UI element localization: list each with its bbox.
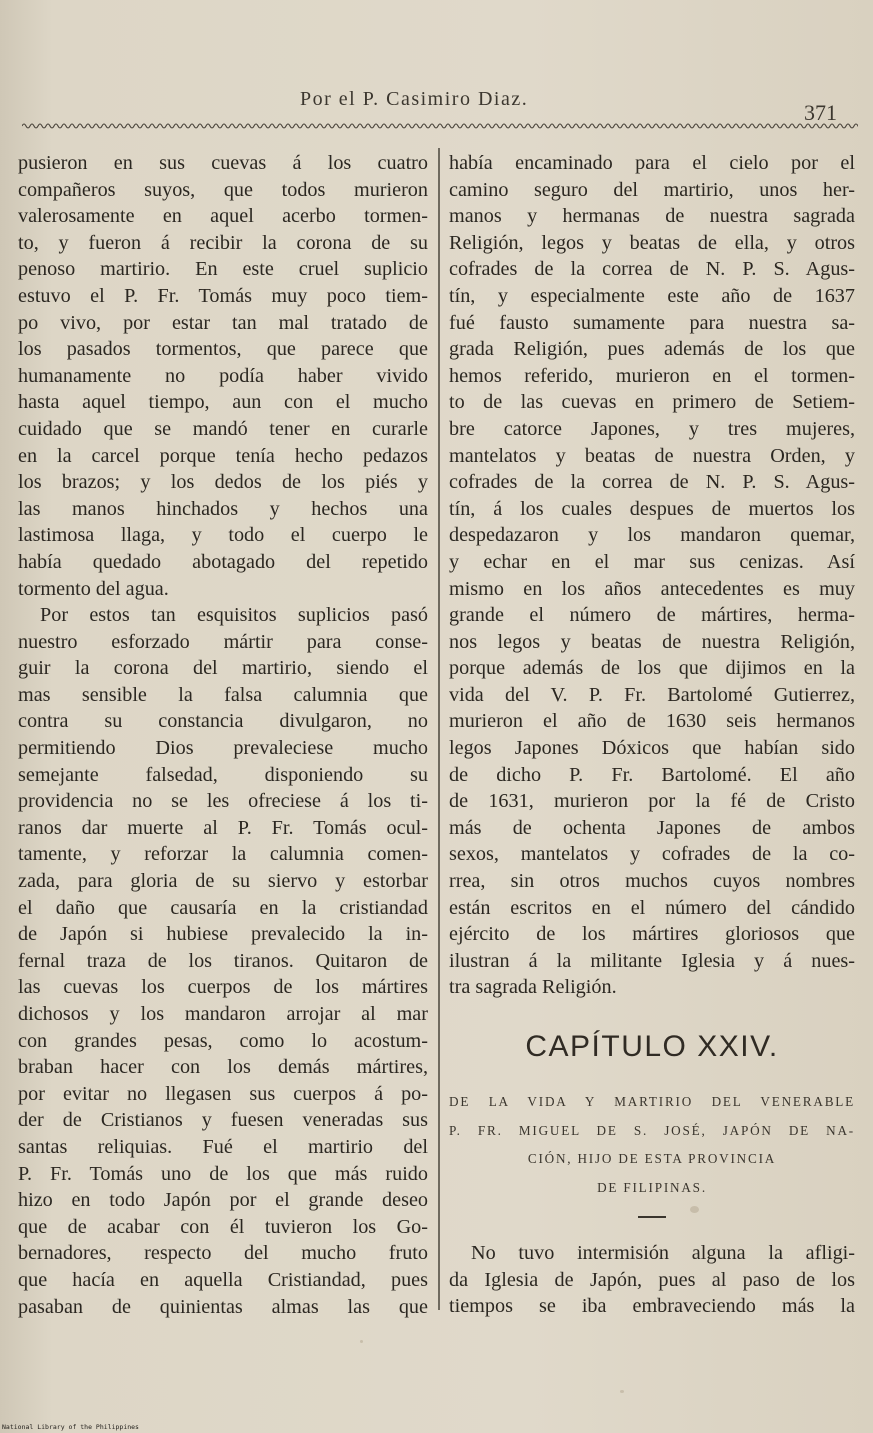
text-line: fué fausto sumamente para nuestra sa- xyxy=(449,311,855,334)
text-line: camino seguro del martirio, unos her- xyxy=(449,178,855,201)
subtitle-line: DE LA VIDA Y MARTIRIO DEL VENERABLE xyxy=(449,1094,855,1109)
text-line: tra sagrada Religión. xyxy=(449,976,617,999)
text-line: humanamente no podía haber vivido xyxy=(18,364,428,387)
text-line: guir la corona del martirio, siendo el xyxy=(18,657,428,680)
paper-speck xyxy=(620,1390,624,1393)
text-line: valerosamente en aquel acerbo tormen- xyxy=(18,205,428,228)
text-line: mantelatos y beatas de nuestra Orden, y xyxy=(449,444,855,467)
chapter-title: CAPÍTULO XXIV. xyxy=(525,1030,779,1063)
text-line: P. Fr. Tomás uno de los que más ruido xyxy=(18,1162,428,1185)
text-line: to de las cuevas en primero de Setiem- xyxy=(449,391,855,414)
text-line: las cuevas los cuerpos de los mártires xyxy=(18,976,428,999)
text-line: Religión, legos y beatas de ella, y otros xyxy=(449,231,855,254)
text-line: mas sensible la falsa calumnia que xyxy=(18,683,428,706)
right-text-column xyxy=(449,150,855,1001)
text-line: pusieron en sus cuevas á los cuatro xyxy=(18,152,428,174)
text-line: grande el número de mártires, herma- xyxy=(449,604,855,627)
text-line: santas reliquias. Fué el martirio del xyxy=(18,1135,428,1158)
text-line: der de Cristianos y fuesen veneradas sus xyxy=(18,1109,428,1132)
text-line: hizo en todo Japón por el grande deseo xyxy=(18,1189,428,1212)
text-line: semejante falsedad, disponiendo su xyxy=(18,763,428,786)
text-line: había encaminado para el cielo por el xyxy=(449,152,855,174)
text-line: tín, á los cuales despues de muertos los xyxy=(449,497,855,520)
text-line: ejército de los mártires gloriosos que xyxy=(449,923,855,946)
chapter-opening-text xyxy=(449,1240,855,1320)
text-line: grada Religión, pues además de los que xyxy=(449,338,855,361)
text-line: to, y fueron á recibir la corona de su xyxy=(18,231,428,254)
wavy-header-rule xyxy=(22,121,858,131)
text-line: tiempos se iba embraveciendo más la xyxy=(449,1295,855,1318)
text-line: fernal traza de los tiranos. Quitaron de xyxy=(18,949,428,972)
paper-speck xyxy=(690,1206,699,1213)
text-line: providencia no se les ofreciese á los ti- xyxy=(18,790,428,813)
text-line: zada, para gloria de su siervo y estorbar xyxy=(18,870,428,893)
text-line: estuvo el P. Fr. Tomás muy poco tiem- xyxy=(18,284,428,307)
running-head: Por el P. Casimiro Diaz. xyxy=(300,88,529,110)
text-line: tormento del agua. xyxy=(18,577,169,600)
text-line: y echar en el mar sus cenizas. Así xyxy=(449,550,855,573)
chapter-subtitle xyxy=(449,1088,855,1202)
text-line: compañeros suyos, que todos murieron xyxy=(18,178,428,201)
page-number: 371 xyxy=(804,100,837,125)
text-line: porque además de los que dijimos en la xyxy=(449,657,855,680)
text-line: cofrades de la correa de N. P. S. Agus- xyxy=(449,471,855,494)
text-line: por evitar no llegasen sus cuerpos á po- xyxy=(18,1082,428,1105)
text-line: que de acabar con él tuvieron los Go- xyxy=(18,1215,428,1238)
text-line: manos y hermanas de nuestra sagrada xyxy=(449,205,855,228)
text-line: en la carcel porque tenía hecho pedazos xyxy=(18,444,428,467)
text-line: de dicho P. Fr. Bartolomé. El año xyxy=(449,763,855,786)
text-line: despedazaron y los mandaron quemar, xyxy=(449,524,855,547)
library-credit: National Library of the Philippines xyxy=(2,1423,139,1431)
text-line: murieron el año de 1630 seis hermanos xyxy=(449,710,855,733)
text-line: están escritos en el número del cándido xyxy=(449,896,855,919)
text-line: bernadores, respecto del mucho fruto xyxy=(18,1242,428,1265)
subtitle-line: P. FR. MIGUEL DE S. JOSÉ, JAPÓN DE NA- xyxy=(449,1122,855,1138)
text-line: los pasados tormentos, que parece que xyxy=(18,338,428,361)
text-line: el daño que causaría en la cristiandad xyxy=(18,896,428,919)
text-line: los brazos; y los dedos de los piés y xyxy=(18,471,428,494)
text-line: penoso martirio. En este cruel suplicio xyxy=(18,258,428,281)
text-line: permitiendo Dios prevaleciese mucho xyxy=(18,737,428,760)
column-divider xyxy=(438,148,440,1310)
text-line: No tuvo intermisión alguna la afligi- xyxy=(471,1242,855,1264)
text-line: Por estos tan esquisitos suplicios pasó xyxy=(40,604,428,627)
text-line: ranos dar muerte al P. Fr. Tomás ocul- xyxy=(18,816,428,839)
text-line: nuestro esforzado mártir para conse- xyxy=(18,630,428,653)
text-line: las manos hinchados y hechos una xyxy=(18,497,428,520)
text-line: ilustran á la militante Iglesia y á nues- xyxy=(449,949,855,972)
text-line: nos legos y beatas de nuestra Religión, xyxy=(449,630,855,653)
text-line: hasta aquel tiempo, aun con el mucho xyxy=(18,391,428,414)
text-line: mismo en los años antecedentes es muy xyxy=(449,577,855,600)
text-line: bre catorce Japones, y tres mujeres, xyxy=(449,417,855,440)
text-line: po vivo, por estar tan mal tratado de xyxy=(18,311,428,334)
text-line: braban hacer con los demás mártires, xyxy=(18,1056,428,1079)
text-line: dichosos y los mandaron arrojar al mar xyxy=(18,1003,428,1025)
subtitle-line: DE FILIPINAS. xyxy=(597,1179,707,1195)
text-line: que hacía en aquella Cristiandad, pues xyxy=(18,1268,428,1291)
text-line: sexos, mantelatos y cofrades de la co- xyxy=(449,843,855,866)
text-line: cofrades de la correa de N. P. S. Agus- xyxy=(449,258,855,281)
text-line: había quedado abotagado del repetido xyxy=(18,550,428,573)
text-line: de Japón si hubiese prevalecido la in- xyxy=(18,923,428,946)
left-text-column xyxy=(18,150,428,1320)
text-line: vida del V. P. Fr. Bartolomé Gutierrez, xyxy=(449,683,855,706)
text-line: cuidado que se mandó tener en curarle xyxy=(18,417,428,440)
chapter-ornament-rule xyxy=(638,1216,666,1218)
text-line: da Iglesia de Japón, pues al paso de los xyxy=(449,1268,855,1291)
text-line: tamente, y reforzar la calumnia comen- xyxy=(18,843,428,866)
text-line: lastimosa llaga, y todo el cuerpo le xyxy=(18,524,428,547)
text-line: rrea, sin otros muchos cuyos nombres xyxy=(449,870,855,893)
text-line: hemos referido, murieron en el tormen- xyxy=(449,364,855,387)
text-line: legos Japones Dóxicos que habían sido xyxy=(449,737,855,760)
text-line: con grandes pesas, como lo acostum- xyxy=(18,1029,428,1052)
text-line: contra su constancia divulgaron, no xyxy=(18,710,428,733)
text-line: pasaban de quinientas almas las que xyxy=(18,1295,428,1318)
text-line: más de ochenta Japones de ambos xyxy=(449,816,855,839)
subtitle-line: CIÓN, HIJO DE ESTA PROVINCIA xyxy=(527,1151,777,1166)
paper-speck xyxy=(360,1340,363,1343)
text-line: de 1631, murieron por la fé de Cristo xyxy=(449,790,855,813)
text-line: tín, y especialmente este año de 1637 xyxy=(449,284,855,307)
